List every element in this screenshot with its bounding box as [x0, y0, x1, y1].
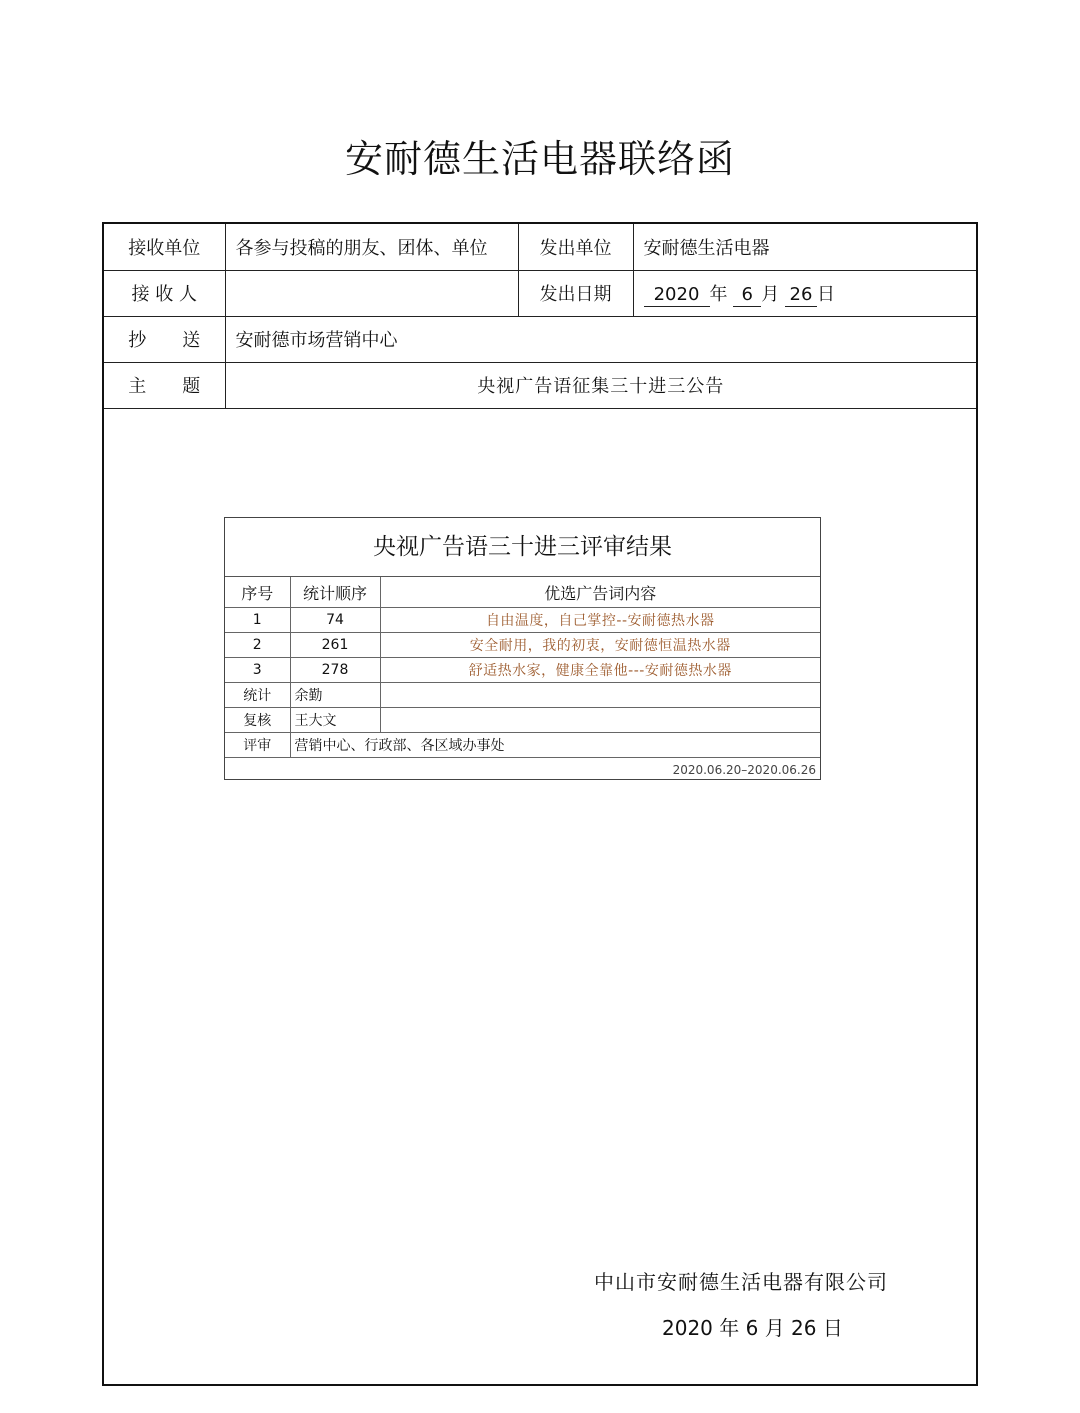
- issue-date-label: 发出日期: [518, 270, 633, 316]
- review-row: [225, 708, 820, 733]
- table-row: [225, 633, 820, 658]
- column-header-order: 统计顺序: [290, 577, 380, 608]
- table-row: [225, 608, 820, 633]
- result-header-row: [225, 577, 820, 608]
- subject-label: 主 题: [104, 362, 225, 408]
- header-table: [104, 224, 976, 409]
- recipient-label: 接 收 人: [104, 270, 225, 316]
- judge-row: [225, 733, 820, 758]
- table-row: [225, 658, 820, 683]
- row-order: 261: [290, 633, 380, 658]
- signature-date: 2020 年 6 月 26 日: [662, 1316, 843, 1340]
- document-title: 安耐德生活电器联络函: [344, 137, 735, 181]
- issue-date-value: [633, 270, 976, 316]
- header-row-cc: [104, 316, 976, 362]
- row-no: 2: [225, 633, 290, 658]
- row-no: 1: [225, 608, 290, 633]
- column-header-no: 序号: [225, 577, 290, 608]
- review-label: 复核: [225, 708, 290, 733]
- issue-date-day: 26: [785, 284, 817, 307]
- row-order: 74: [290, 608, 380, 633]
- subject-value: 央视广告语征集三十进三公告: [225, 362, 976, 408]
- header-row-recipient-unit: [104, 224, 976, 270]
- issuer-unit-label: 发出单位: [518, 224, 633, 270]
- judge-value: 营销中心、行政部、各区域办事处: [290, 733, 820, 758]
- stats-value: 余勤: [290, 683, 380, 708]
- cc-value: 安耐德市场营销中心: [225, 316, 976, 362]
- cc-label: 抄 送: [104, 316, 225, 362]
- header-row-recipient: [104, 270, 976, 316]
- row-slogan: 自由温度，自己掌控--安耐德热水器: [380, 608, 820, 633]
- recipient-unit-label: 接收单位: [104, 224, 225, 270]
- review-empty: [380, 708, 820, 733]
- signature-company: 中山市安耐德生活电器有限公司: [594, 1270, 888, 1294]
- issue-date-year: 2020: [644, 284, 710, 307]
- issue-date-month-suffix: 月: [761, 283, 780, 305]
- row-order: 278: [290, 658, 380, 683]
- issue-date-year-suffix: 年: [709, 283, 728, 305]
- issue-date-day-suffix: 日: [816, 283, 835, 305]
- row-slogan: 舒适热水家，健康全靠他---安耐德热水器: [380, 658, 820, 683]
- stats-empty: [380, 683, 820, 708]
- issuer-unit-value: 安耐德生活电器: [633, 224, 976, 270]
- result-table: [225, 577, 820, 782]
- row-no: 3: [225, 658, 290, 683]
- result-table-title: 央视广告语三十进三评审结果: [225, 518, 820, 577]
- column-header-slogan: 优选广告词内容: [380, 577, 820, 608]
- stats-label: 统计: [225, 683, 290, 708]
- period-row: [225, 758, 820, 783]
- issue-date-month: 6: [733, 284, 761, 307]
- judge-label: 评审: [225, 733, 290, 758]
- header-row-subject: [104, 362, 976, 408]
- stats-row: [225, 683, 820, 708]
- letter-frame: [102, 222, 978, 1386]
- review-value: 王大文: [290, 708, 380, 733]
- review-period: 2020.06.20–2020.06.26: [225, 758, 820, 783]
- result-table-image: [224, 517, 821, 780]
- recipient-unit-value: 各参与投稿的朋友、团体、单位: [225, 224, 518, 270]
- recipient-value: [225, 270, 518, 316]
- row-slogan: 安全耐用，我的初衷，安耐德恒温热水器: [380, 633, 820, 658]
